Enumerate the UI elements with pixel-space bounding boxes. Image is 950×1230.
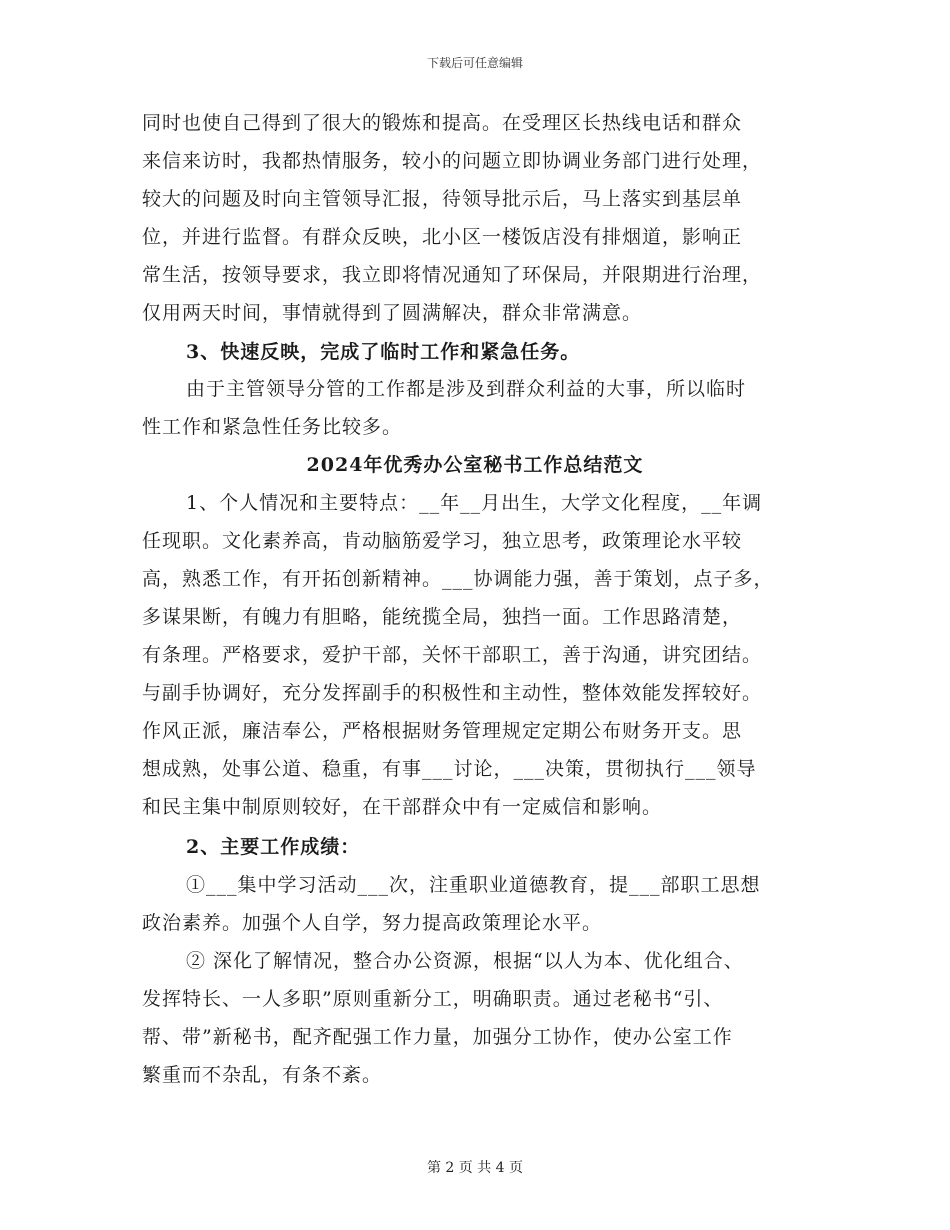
paragraph-line: 作风正派，廉洁奉公，严格根据财务管理规定定期公布财务开支。思 bbox=[142, 720, 743, 742]
paragraph-line: 有条理。严格要求，爱护干部，关怀干部职工，善于沟通，讲究团结。 bbox=[142, 644, 763, 666]
section-heading: 3、快速反映，完成了临时工作和紧急任务。 bbox=[186, 341, 581, 363]
paragraph-line: ①___集中学习活动___次，注重职业道德教育，提___部职工思想 bbox=[186, 874, 761, 896]
page-header: 下载后可任意编辑 bbox=[426, 56, 523, 70]
paragraph-line: 想成熟，处事公道、稳重，有事___讨论，___决策，贯彻执行___领导 bbox=[142, 758, 757, 780]
paragraph-line: ② 深化了解情况，整合办公资源，根据“以人为本、优化组合、 bbox=[186, 950, 744, 972]
page-footer: 第 2 页 共 4 页 bbox=[426, 1160, 524, 1176]
paragraph-line: 常生活，按领导要求，我立即将情况通知了环保局，并限期进行治理， bbox=[142, 264, 763, 286]
paragraph-line: 高，熟悉工作，有开拓创新精神。___协调能力强，善于策划，点子多， bbox=[142, 568, 774, 590]
document-title: 2024年优秀办公室秘书工作总结范文 bbox=[306, 454, 644, 476]
paragraph-line: 位，并进行监督。有群众反映，北小区一楼饭店没有排烟道，影响正 bbox=[142, 226, 743, 248]
paragraph-line: 1、个人情况和主要特点：__年__月出生，大学文化程度，__年调 bbox=[186, 492, 763, 514]
paragraph-line: 仅用两天时间，事情就得到了圆满解决，群众非常满意。 bbox=[142, 302, 643, 324]
paragraph-line: 较大的问题及时向主管领导汇报，待领导批示后，马上落实到基层单 bbox=[142, 188, 743, 210]
section-heading: 2、主要工作成绩： bbox=[186, 836, 361, 858]
paragraph-line: 任现职。文化素养高，肯动脑筋爱学习，独立思考，政策理论水平较 bbox=[142, 530, 743, 552]
paragraph-line: 繁重而不杂乱，有条不紊。 bbox=[142, 1064, 383, 1086]
paragraph-line: 由于主管领导分管的工作都是涉及到群众利益的大事，所以临时 bbox=[186, 378, 747, 400]
paragraph-line: 来信来访时，我都热情服务，较小的问题立即协调业务部门进行处理， bbox=[142, 150, 763, 172]
paragraph-line: 性工作和紧急性任务比较多。 bbox=[142, 416, 403, 438]
paragraph-line: 发挥特长、一人多职”原则重新分工，明确职责。通过老秘书“引、 bbox=[142, 988, 724, 1010]
paragraph-line: 和民主集中制原则较好，在干部群众中有一定威信和影响。 bbox=[142, 796, 663, 818]
paragraph-line: 多谋果断，有魄力有胆略，能统揽全局，独挡一面。工作思路清楚， bbox=[142, 606, 743, 628]
paragraph-line: 与副手协调好，充分发挥副手的积极性和主动性，整体效能发挥较好。 bbox=[142, 682, 763, 704]
paragraph-line: 政治素养。加强个人自学，努力提高政策理论水平。 bbox=[142, 912, 603, 934]
paragraph-line: 帮、带”新秘书，配齐配强工作力量，加强分工协作，使办公室工作 bbox=[142, 1026, 733, 1048]
paragraph-line: 同时也使自己得到了很大的锻炼和提高。在受理区长热线电话和群众 bbox=[142, 112, 743, 134]
